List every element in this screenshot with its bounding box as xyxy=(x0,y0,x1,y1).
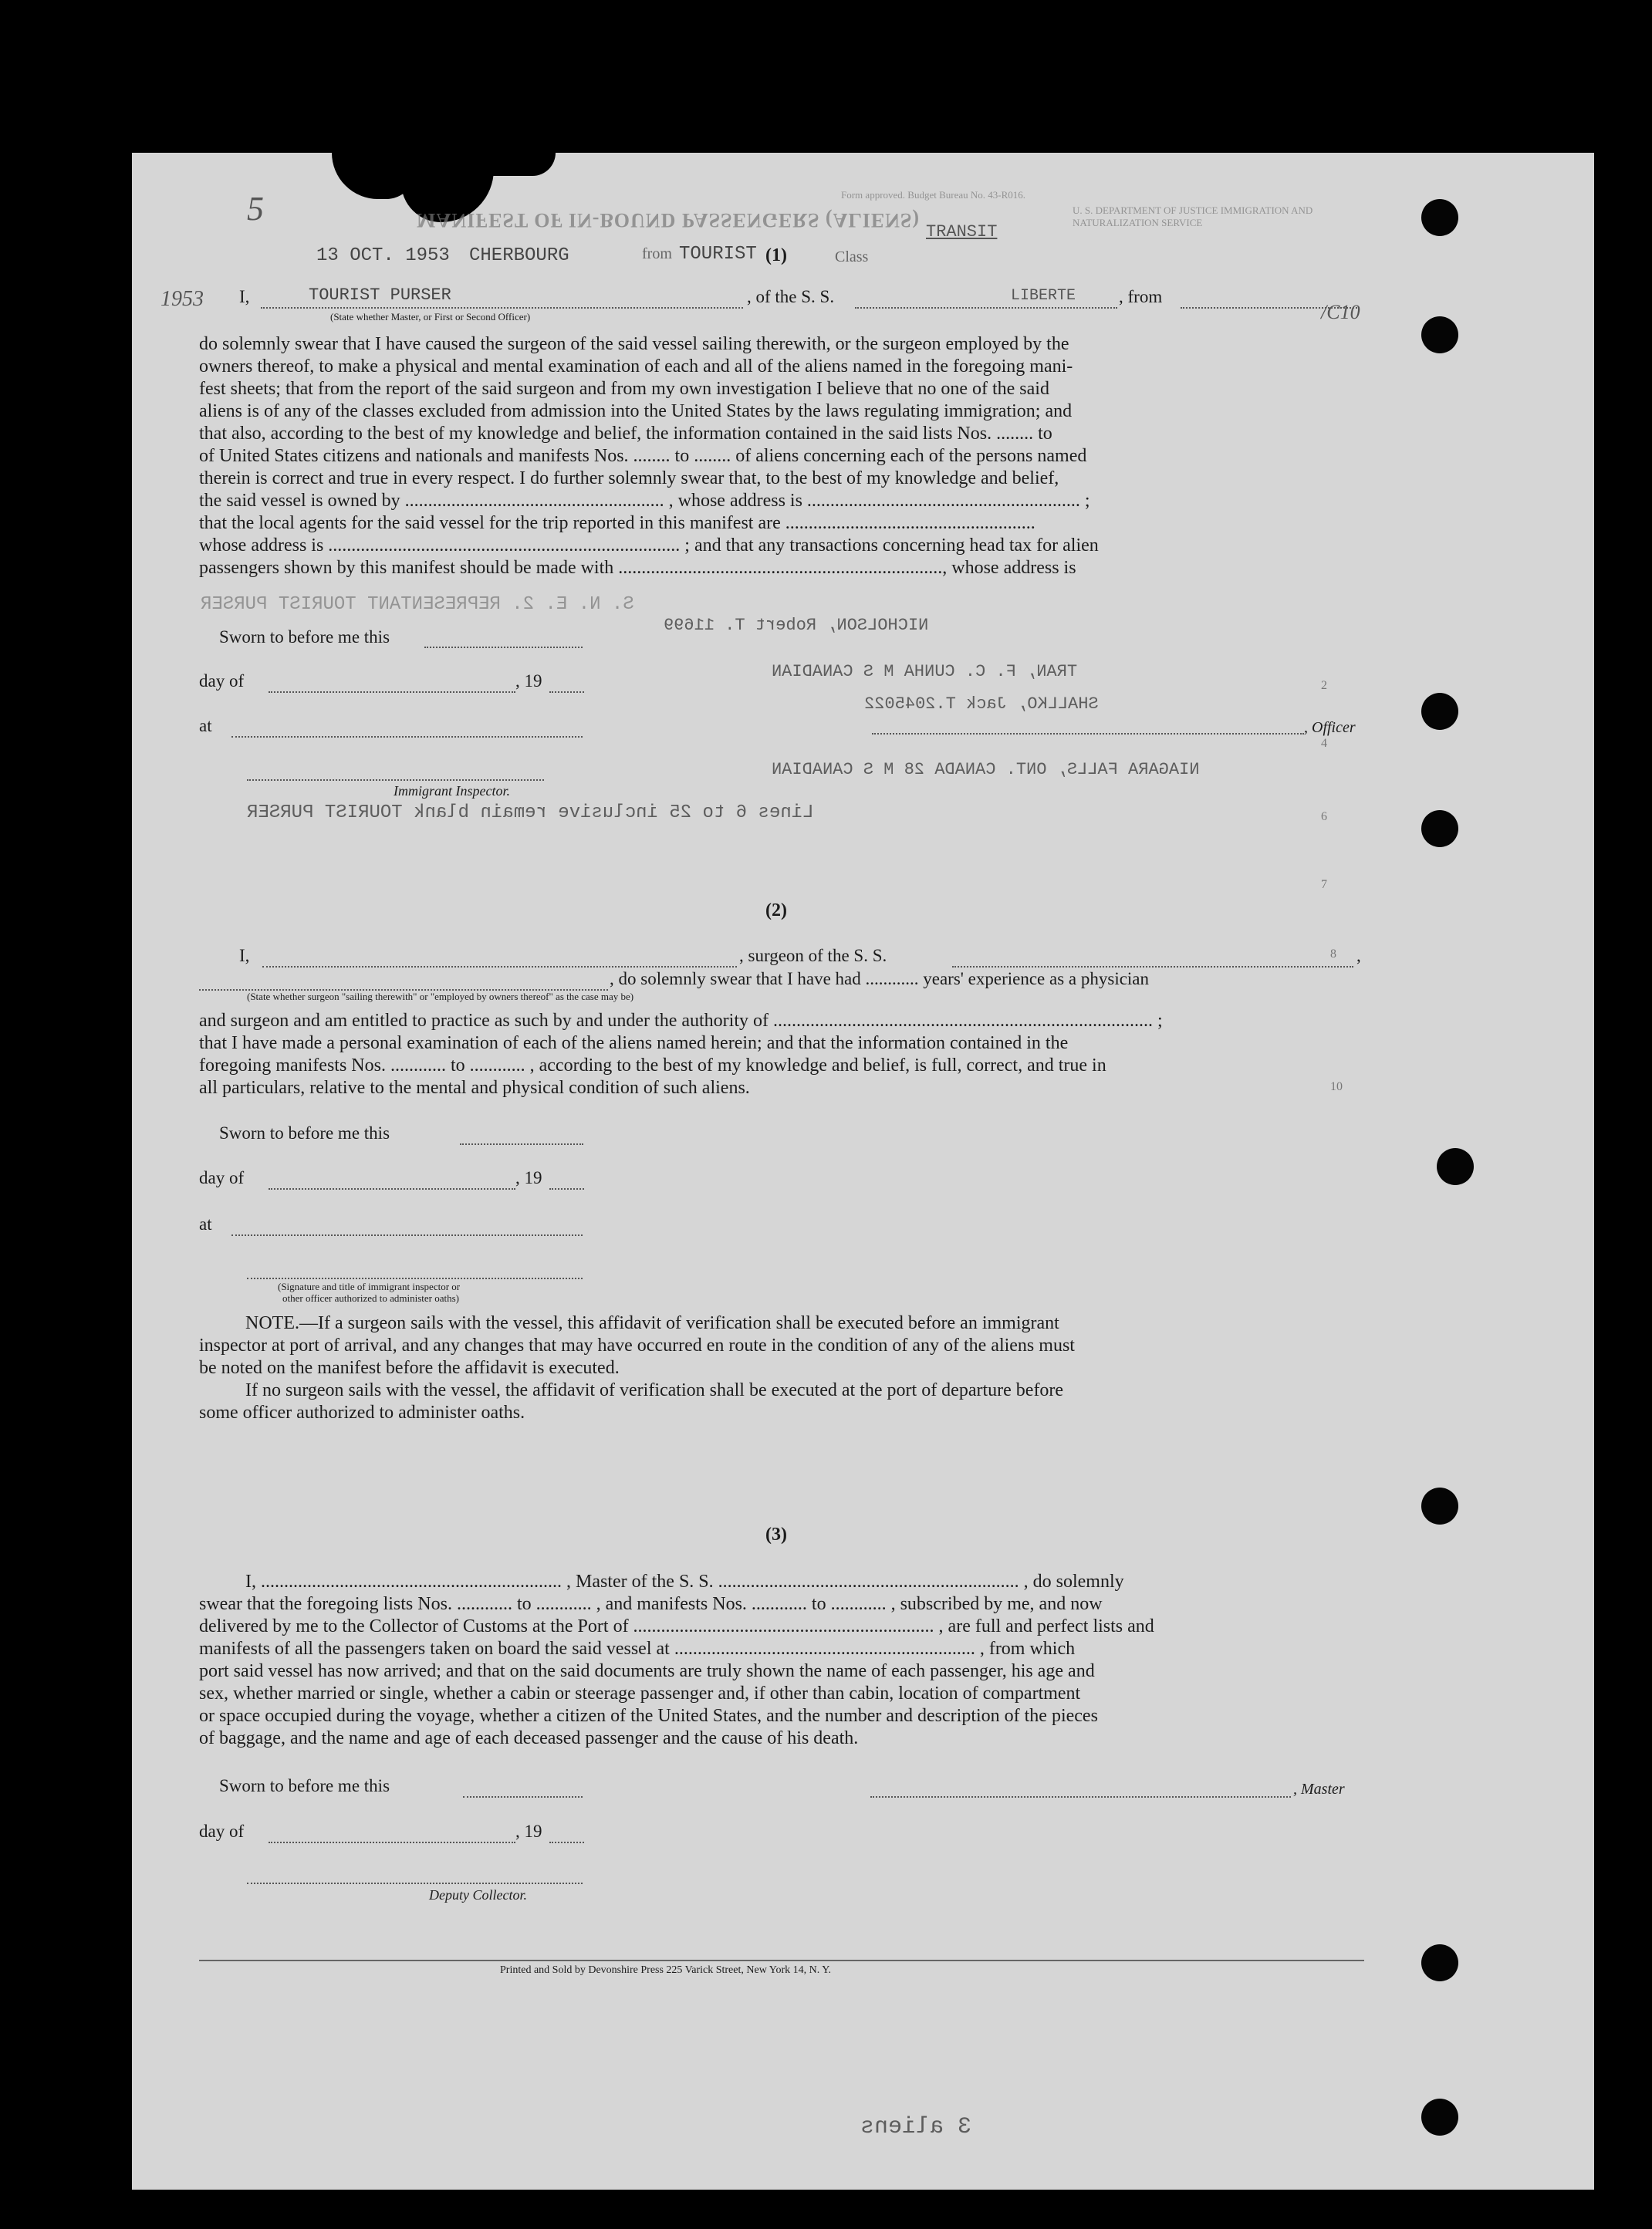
s3-line: port said vessel has now arrived; and that on the said documents are truly shown the name of each passenger, his age and xyxy=(199,1661,1095,1681)
s3-nineteen-label: , 19 xyxy=(515,1822,542,1841)
s2-nineteen-label: , 19 xyxy=(515,1168,542,1187)
s2-line: that I have made a personal examination of each of the aliens named herein; and that the information contained in the xyxy=(199,1033,1069,1053)
bleed-row: NICHOLSON, Robert T. 11699 xyxy=(664,616,929,635)
s2-at-label: at xyxy=(199,1214,212,1234)
note-line: some officer authorized to administer oaths. xyxy=(199,1403,525,1423)
s1-line: of United States citizens and nationals and manifests Nos. ........ to ........ of aliens concerning each of the persons named xyxy=(199,446,1087,466)
from-port: CHERBOURG xyxy=(469,245,569,266)
section-3-number: (3) xyxy=(765,1525,787,1545)
section-2-number: (2) xyxy=(765,900,787,920)
date-stamp: 13 OCT. 1953 xyxy=(316,245,450,266)
s3-line: or space occupied during the voyage, whether a citizen of the United States, and the number and description of the pieces xyxy=(199,1706,1098,1726)
bleed-row: NIAGARA FALLS, ONT. CANADA 28 M S CANADIAN xyxy=(772,760,1200,779)
s2-line: foregoing manifests Nos. ............ to ............ , according to the best of my knowledge and belief, is full, correct, and true in xyxy=(199,1055,1106,1076)
note-line: If no surgeon sails with the vessel, the affidavit of verification shall be executed at the port of departure before xyxy=(245,1380,1064,1400)
s2-day-of-label: day of xyxy=(199,1168,245,1187)
punch-hole xyxy=(1421,1488,1458,1525)
s2-line2: , do solemnly swear that I have had ............ years' experience as a physician xyxy=(610,969,1150,988)
s1-line: therein is correct and true in every respect. I do further solemnly swear that, to the best of my knowledge and belief, xyxy=(199,468,1059,488)
bleed-row: SHALLKO, Jack T.2045022 xyxy=(864,694,1099,714)
s1-line: passengers shown by this manifest should be made with ......................................................................, whose address is xyxy=(199,558,1076,578)
line-number: 7 xyxy=(1321,878,1327,891)
officer-label: , Officer xyxy=(1304,719,1356,736)
s3-day-of-label: day of xyxy=(199,1822,245,1841)
margin-year: 1953 xyxy=(160,287,204,311)
nineteen-label: , 19 xyxy=(515,671,542,691)
s1-line: aliens is of any of the classes excluded from admission into the United States by the laws regulating immigration; and xyxy=(199,401,1073,421)
punch-hole xyxy=(1421,810,1458,847)
s1-line: that also, according to the best of my knowledge and belief, the information contained in the said lists Nos. ........ to xyxy=(199,424,1052,444)
s2-I: I, xyxy=(239,946,250,965)
s1-line: the said vessel is owned by ........................................................ , whose address is ........................................................... ; xyxy=(199,491,1090,511)
class-label: Class xyxy=(835,248,869,265)
s2-sig-caption-1: (Signature and title of immigrant inspector or xyxy=(278,1281,461,1292)
header-dept-faint: U. S. DEPARTMENT OF JUSTICE IMMIGRATION AND NATURALIZATION SERVICE xyxy=(1073,204,1313,228)
surgeon-caption: (State whether surgeon "sailing therewith" or "employed by owners thereof" as the case may be) xyxy=(247,991,634,1002)
s3-sworn-label: Sworn to before me this xyxy=(219,1776,390,1795)
s3-line: delivered by me to the Collector of Customs at the Port of ................................................................. , are full and perfect lists and xyxy=(199,1616,1154,1636)
punch-hole xyxy=(1421,1944,1458,1981)
bleed-bottom: 3 aliens xyxy=(860,2114,972,2140)
line-number: 10 xyxy=(1330,1080,1343,1093)
s1-line: fest sheets; that from the report of the said surgeon and from my own investigation I believe that no one of the said xyxy=(199,379,1049,399)
from-text: , from xyxy=(1119,287,1163,306)
day-of-label: day of xyxy=(199,671,245,691)
ship-name: LIBERTE xyxy=(1011,287,1076,305)
punch-hole xyxy=(1421,199,1458,236)
transit-stamp: TRANSIT xyxy=(926,222,998,241)
bleed-row: TRAN, F. C. CUNHA M S CANADIAN xyxy=(772,662,1078,681)
s1-line: that the local agents for the said vessel for the trip reported in this manifest are ...................................................... xyxy=(199,513,1035,533)
class-value: TOURIST xyxy=(679,244,757,265)
line-number: 2 xyxy=(1321,679,1327,692)
line-number: 6 xyxy=(1321,810,1327,823)
s2-sworn-label: Sworn to before me this xyxy=(219,1123,390,1143)
note-line: inspector at port of arrival, and any changes that may have occurred en route in the condition of any of the aliens must xyxy=(199,1336,1075,1356)
header-form-faint: Form approved. Budget Bureau No. 43-R016. xyxy=(841,189,1026,201)
s1-line: do solemnly swear that I have caused the surgeon of the said vessel sailing therewith, or the surgeon employed by the xyxy=(199,334,1069,354)
printer-imprint: Printed and Sold by Devonshire Press 225 Varick Street, New York 14, N. Y. xyxy=(500,1964,832,1976)
officer-caption: (State whether Master, or First or Second Officer) xyxy=(330,311,531,323)
punch-hole xyxy=(1421,316,1458,353)
oath-I: I, xyxy=(239,287,250,306)
s3-line: swear that the foregoing lists Nos. ............ to ............ , and manifests Nos. ............ to ............ , subscribed by me, and now xyxy=(199,1594,1103,1614)
from-label: from xyxy=(642,245,672,262)
deputy-collector-label: Deputy Collector. xyxy=(429,1887,527,1903)
s3-line: of baggage, and the name and age of each deceased passenger and the cause of his death. xyxy=(199,1728,859,1748)
at-label: at xyxy=(199,716,212,735)
inspector-caption: Immigrant Inspector. xyxy=(394,783,510,799)
s2-surgeon: , surgeon of the S. S. xyxy=(739,946,887,965)
s2-sig-caption-2: other officer authorized to administer oaths) xyxy=(282,1292,459,1304)
s2-line: all particulars, relative to the mental and physical condition of such aliens. xyxy=(199,1078,750,1098)
footer-rule xyxy=(199,1960,1364,1961)
s3-line: I, ................................................................. , Master of the S. S. ................................................................. , do solemnly xyxy=(245,1572,1124,1592)
bleed-row: Lines 6 to 25 inclusive remain blank TOURIST PURSER xyxy=(247,802,814,823)
s2-line: and surgeon and am entitled to practice as such by and under the authority of .................................................................................. ; xyxy=(199,1011,1163,1031)
punch-hole xyxy=(1437,1148,1474,1185)
s3-line: manifests of all the passengers taken on board the said vessel at ................................................................. , from which xyxy=(199,1639,1076,1659)
s3-line: sex, whether married or single, whether a cabin or steerage passenger and, if other than cabin, location of compartment xyxy=(199,1684,1081,1704)
line-number: 4 xyxy=(1321,737,1327,750)
note-line: be noted on the manifest before the affidavit is executed. xyxy=(199,1358,620,1378)
officer-title-stamp: TOURIST PURSER xyxy=(309,285,451,305)
s1-line: whose address is ............................................................................ ; and that any transactions concerning head tax for alien xyxy=(199,535,1099,556)
section-1-number: (1) xyxy=(765,245,787,265)
of-the-ss: , of the S. S. xyxy=(747,287,835,306)
punch-hole xyxy=(1421,2099,1458,2136)
punch-hole xyxy=(1421,693,1458,730)
line-number: 8 xyxy=(1330,947,1336,961)
corner-mark: /C10 xyxy=(1321,301,1360,323)
master-label: , Master xyxy=(1293,1781,1345,1798)
s1-line: owners thereof, to make a physical and mental examination of each and all of the aliens named in the foregoing mani- xyxy=(199,356,1073,377)
bleed-row: S. N. E. 2. REPRESENTANT TOURIST PURSER xyxy=(201,594,634,615)
note-line: NOTE.—If a surgeon sails with the vessel, this affidavit of verification shall be executed before an immigrant xyxy=(245,1313,1059,1333)
margin-page: 5 xyxy=(247,190,264,228)
header-title-faint: MANIFEST OF IN-BOUND PASSENGERS (ALIENS) xyxy=(417,209,921,231)
sworn-label: Sworn to before me this xyxy=(219,627,390,647)
